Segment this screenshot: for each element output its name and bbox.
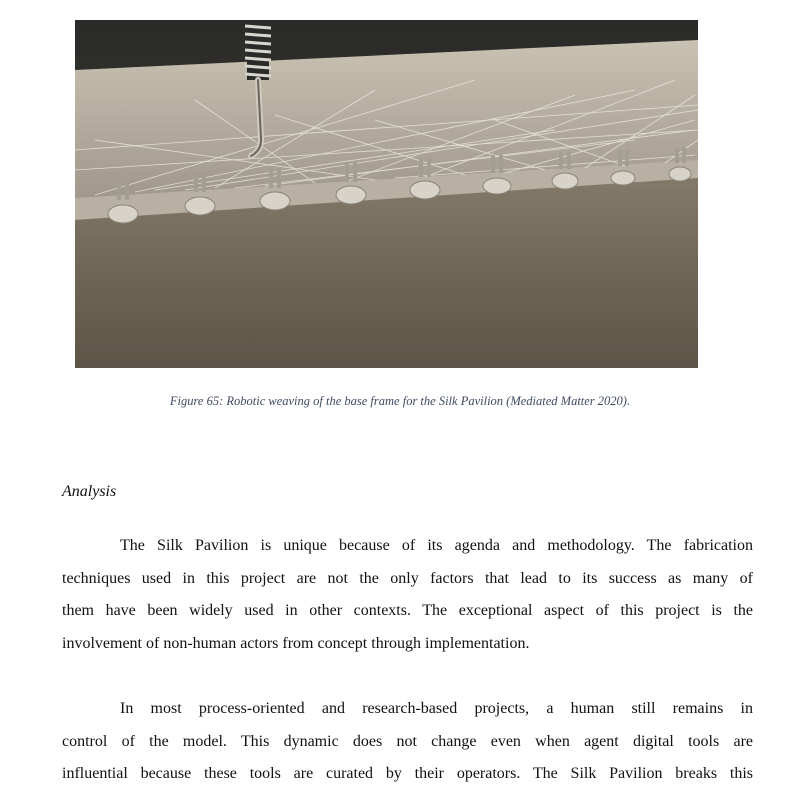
figure-caption: Figure 65: Robotic weaving of the base frame for the Silk Pavilion (Mediated Matter 2020). (169, 394, 631, 408)
section-heading: Analysis (62, 483, 117, 500)
paragraph-line: control of the model. This dynamic does not change even when agent digital tools are (62, 732, 753, 750)
paragraph-line: techniques used in this project are not the only factors that lead to its success as many of (62, 569, 753, 587)
paragraph-line: The Silk Pavilion is unique because of its agenda and methodology. The fabrication (120, 537, 753, 554)
paragraph-line: influential because these tools are curated by their operators. The Silk Pavilion breaks this (62, 765, 753, 782)
robotic-weaving-photo-icon (75, 20, 698, 368)
paragraph-line: In most process-oriented and research-based projects, a human still remains in (120, 700, 753, 717)
paragraph-line: them have been widely used in other contexts. The exceptional aspect of this project is the (62, 602, 753, 619)
paragraph (62, 530, 753, 660)
paragraph (62, 693, 753, 791)
figure-photo (75, 20, 698, 368)
paragraph-line: involvement of non-human actors from concept through implementation. (62, 634, 530, 652)
